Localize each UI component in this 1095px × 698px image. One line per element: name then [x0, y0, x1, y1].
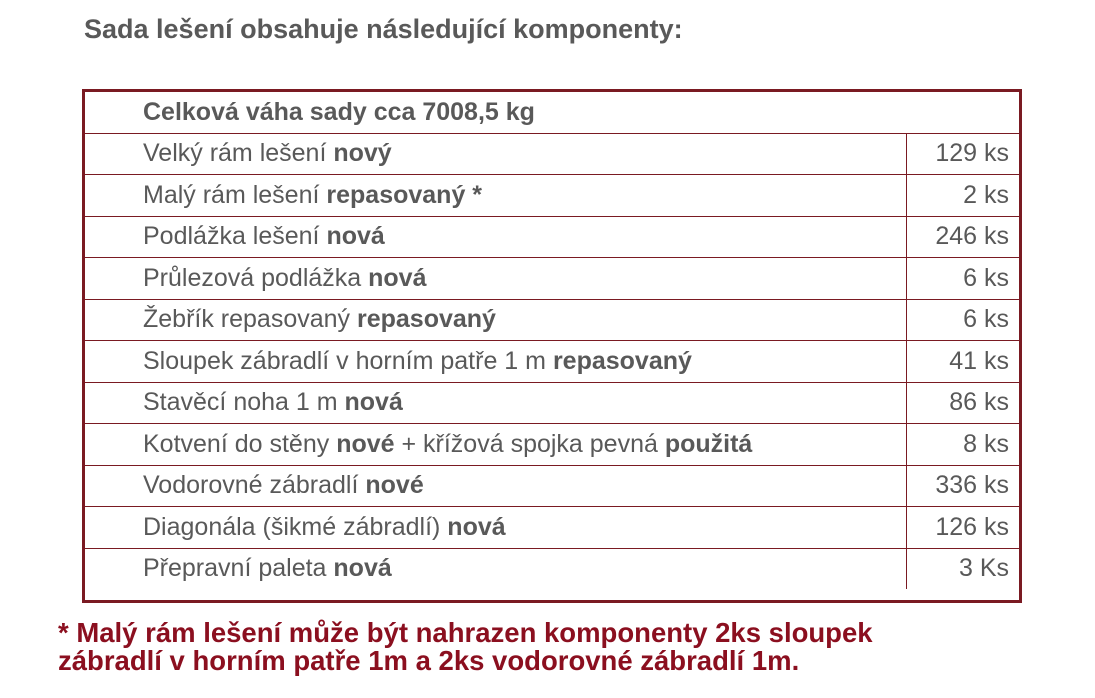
component-quantity: 129 ks — [906, 133, 1019, 175]
component-name — [85, 424, 906, 466]
component-name — [85, 548, 906, 589]
component-label: Kotvení do stěny — [143, 429, 337, 458]
component-condition: nová — [368, 263, 427, 292]
total-weight-row — [85, 92, 1019, 133]
component-label: Přepravní paleta — [143, 554, 334, 583]
table-row — [85, 175, 1019, 217]
component-quantity: 41 ks — [906, 341, 1019, 383]
component-label: Malý rám lešení — [143, 180, 327, 209]
component-condition: nová — [447, 512, 506, 541]
page-heading: Sada lešení obsahuje následující komponenty: — [84, 14, 683, 44]
table-row — [85, 133, 1019, 175]
component-name — [85, 299, 906, 341]
total-weight: Celková váha sady cca 7008,5 kg — [85, 92, 1019, 133]
component-condition: nové — [336, 429, 395, 458]
component-name — [85, 507, 906, 549]
component-condition: repasovaný — [552, 346, 692, 375]
footnote-line-2: zábradlí v horním patře 1m a 2ks vodorovné zábradlí 1m. — [58, 645, 800, 676]
component-name — [85, 258, 906, 300]
component-name — [85, 133, 906, 175]
component-name — [85, 341, 906, 383]
component-label: Diagonála (šikmé zábradlí) — [143, 512, 448, 541]
table-row — [85, 382, 1019, 424]
component-label: Žebřík repasovaný — [143, 305, 357, 334]
component-quantity: 126 ks — [906, 507, 1019, 549]
component-label: Stavěcí noha 1 m — [143, 388, 345, 417]
component-quantity: 336 ks — [906, 465, 1019, 507]
component-quantity: 246 ks — [906, 216, 1019, 258]
footnote-line-1: * Malý rám lešení může být nahrazen komponenty 2ks sloupek — [58, 617, 873, 648]
component-quantity: 86 ks — [906, 382, 1019, 424]
component-condition: repasovaný * — [326, 180, 483, 209]
component-name — [85, 465, 906, 507]
table-row — [85, 424, 1019, 466]
components-table — [82, 89, 1022, 603]
component-condition: nové — [365, 471, 424, 500]
component-label-extra: + křížová spojka pevná — [394, 429, 665, 458]
component-quantity: 6 ks — [906, 299, 1019, 341]
component-quantity: 8 ks — [906, 424, 1019, 466]
component-label: Vodorovné zábradlí — [143, 471, 366, 500]
component-name — [85, 175, 906, 217]
table-row — [85, 465, 1019, 507]
component-condition: nová — [326, 222, 385, 251]
table-row — [85, 216, 1019, 258]
component-quantity: 2 ks — [906, 175, 1019, 217]
component-condition: nová — [333, 554, 392, 583]
component-label: Průlezová podlážka — [143, 263, 369, 292]
table-row — [85, 548, 1019, 589]
table-row — [85, 341, 1019, 383]
component-quantity: 6 ks — [906, 258, 1019, 300]
component-name — [85, 382, 906, 424]
table-row — [85, 507, 1019, 549]
component-name — [85, 216, 906, 258]
component-condition: repasovaný — [357, 305, 496, 334]
component-label: Sloupek zábradlí v horním patře 1 m — [143, 346, 553, 375]
component-condition: nová — [344, 388, 403, 417]
component-label: Podlážka lešení — [143, 222, 327, 251]
table-row — [85, 299, 1019, 341]
component-condition: nový — [333, 139, 392, 168]
table-row — [85, 258, 1019, 300]
footnote — [58, 619, 1088, 675]
component-condition-extra: použitá — [664, 429, 753, 458]
component-label: Velký rám lešení — [143, 139, 334, 168]
component-quantity: 3 Ks — [906, 548, 1019, 589]
